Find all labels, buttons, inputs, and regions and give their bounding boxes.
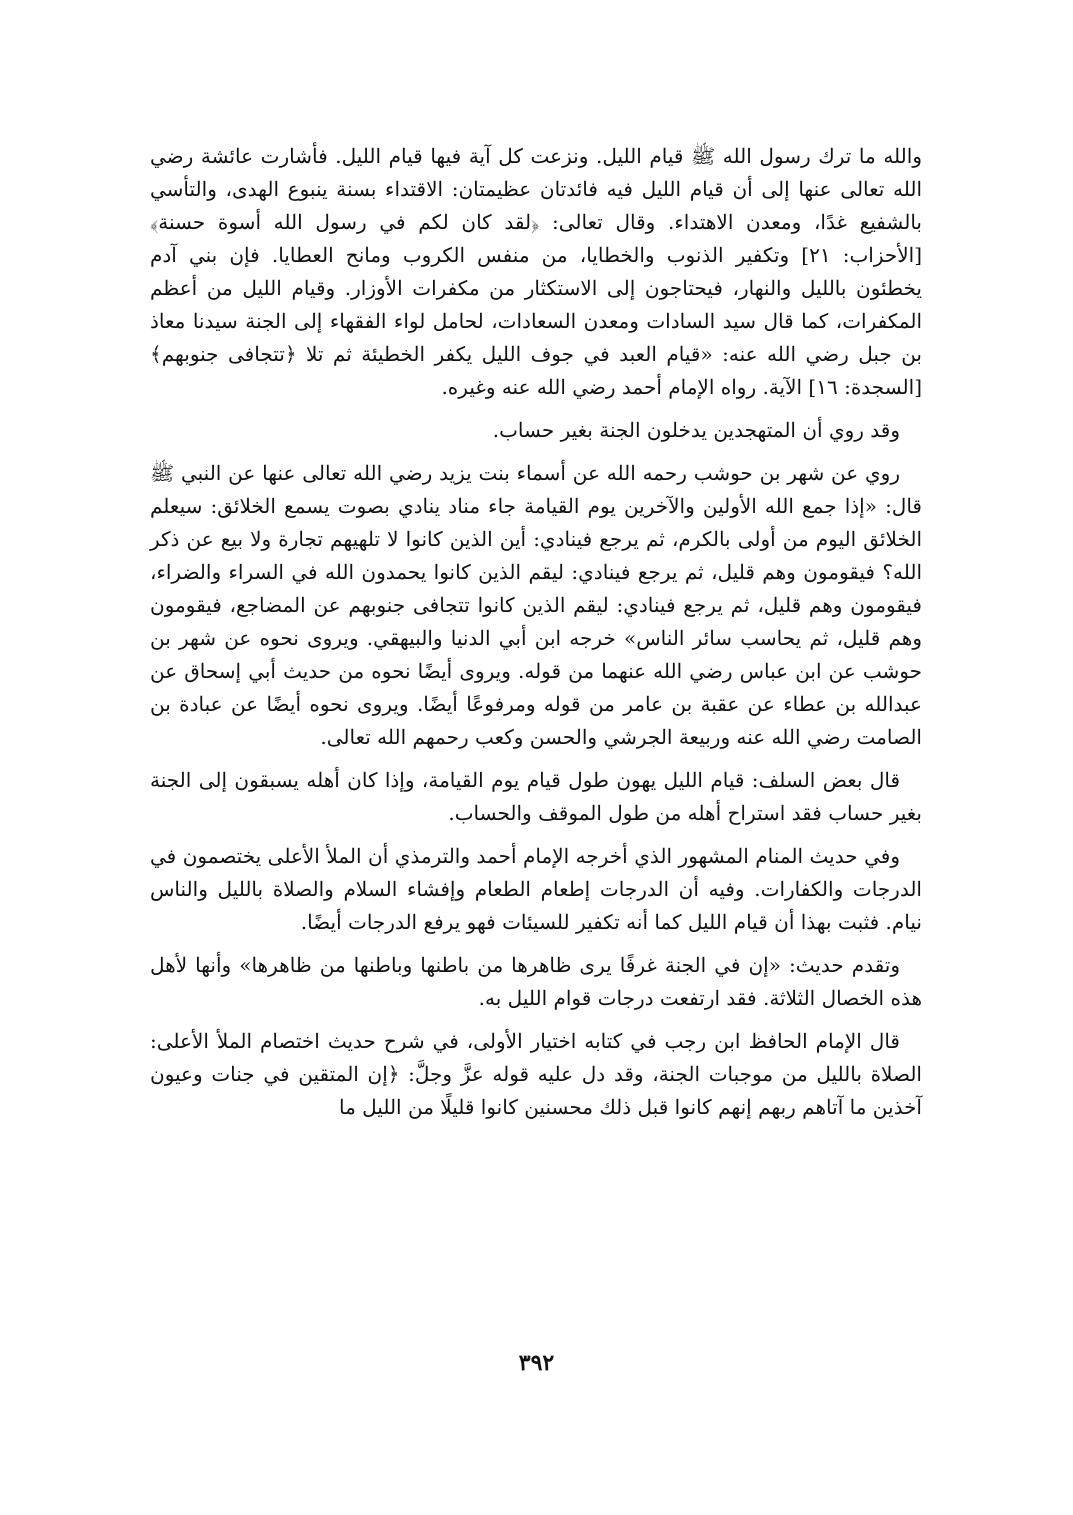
paragraph-5: وفي حديث المنام المشهور الذي أخرجه الإمام أحمد والترمذي أن الملأ الأعلى يختصمون في الدرجات والكفارات. وفيه أن الدرجات إطعام الطعام وإفشاء السلام والصلاة بالليل والناس نيام. فثبت بهذا أن قيام الليل كما أنه تكفير للسيئات فهو يرفع الدرجات أيضًا. bbox=[150, 844, 922, 934]
paragraph-6: وتقدم حديث: «إن في الجنة غرفًا يرى ظاهرها من باطنها وباطنها من ظاهرها» وأنها لأهل هذه الخصال الثلاثة. فقد ارتفعت درجات قوام الليل به. bbox=[150, 953, 922, 1010]
paragraph-1: والله ما ترك رسول الله ﷺ قيام الليل. ونزعت كل آية فيها قيام الليل. فأشارت عائشة رضي الله تعالى عنها إلى أن قيام الليل فيه فائدتان عظيمتان: الاقتداء بسنة ينبوع الهدى، والتأسي بالشفيع غدًا، ومعدن الاهتداء. وقال تعالى: ﴿لقد كان لكم في رسول الله أسوة حسنة﴾ [الأحزاب: ٢١] وتكفير الذنوب والخطايا، من منفس الكروب ومانح العطايا. فإن بني آدم يخطئون بالليل والنهار، فيحتاجون إلى الاستكثار من مكفرات الأوزار. وقيام الليل من أعظم المكفرات، كما قال سيد السادات ومعدن السعادات، لحامل لواء الفقهاء إلى الجنة سيدنا معاذ بن جبل رضي الله عنه: «قيام العبد في جوف الليل يكفر الخطيئة ثم تلا ﴿تتجافى جنوبهم﴾ [السجدة: ١٦] الآية. رواه الإمام أحمد رضي الله عنه وغيره. bbox=[150, 144, 922, 399]
paragraph-4: قال بعض السلف: قيام الليل يهون طول قيام يوم القيامة، وإذا كان أهله يسبقون إلى الجنة بغير حساب فقد استراح أهله من طول الموقف والحساب. bbox=[150, 768, 922, 825]
paragraph-2: وقد روي أن المتهجدين يدخلون الجنة بغير حساب. bbox=[492, 418, 900, 442]
page-body bbox=[150, 140, 922, 1134]
paragraph-7: قال الإمام الحافظ ابن رجب في كتابه اختيار الأولى، في شرح حديث اختصام الملأ الأعلى: الصلاة بالليل من موجبات الجنة، وقد دل عليه قوله عزَّ وجلَّ: ﴿إن المتقين في جنات وعيون آخذين ما آتاهم ربهم إنهم كانوا قبل ذلك محسنين كانوا قليلًا من الليل ما bbox=[150, 1029, 922, 1119]
paragraph-3: روي عن شهر بن حوشب رحمه الله عن أسماء بنت يزيد رضي الله تعالى عنها عن النبي ﷺ قال: «إذا جمع الله الأولين والآخرين يوم القيامة جاء مناد ينادي بصوت يسمع الخلائق: سيعلم الخلائق اليوم من أولى بالكرم، ثم يرجع فينادي: أين الذين كانوا لا تلهيهم تجارة ولا بيع عن ذكر الله؟ فيقومون وهم قليل، ثم يرجع فينادي: ليقم الذين كانوا يحمدون الله في السراء والضراء، فيقومون وهم قليل، ثم يرجع فينادي: ليقم الذين كانوا تتجافى جنوبهم عن المضاجع، فيقومون وهم قليل، ثم يحاسب سائر الناس» خرجه ابن أبي الدنيا والبيهقي. ويروى نحوه عن شهر بن حوشب عن ابن عباس رضي الله عنهما من قوله. ويروى أيضًا نحوه من حديث أبي إسحاق عن عبدالله بن عطاء عن عقبة بن عامر من قوله ومرفوعًا أيضًا. ويروى نحوه أيضًا عن عبادة بن الصامت رضي الله عنه وربيعة الجرشي والحسن وكعب رحمهم الله تعالى. bbox=[150, 461, 922, 749]
page-number: ٣٩٢ bbox=[518, 1350, 555, 1376]
